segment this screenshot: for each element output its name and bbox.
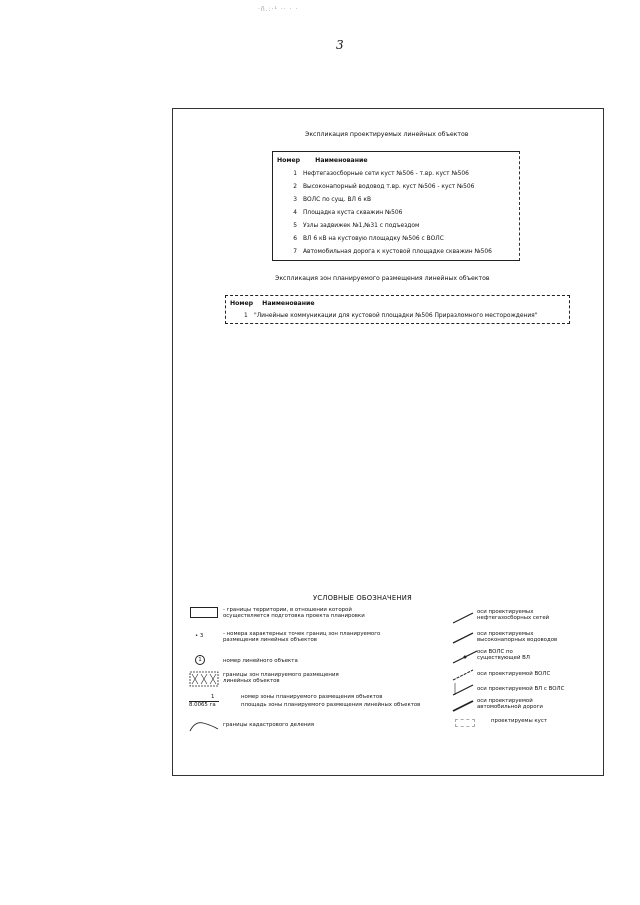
row-name: ВЛ 6 кВ на кустовую площадку №506 с ВОЛС	[303, 236, 444, 242]
row-number: 2	[293, 184, 297, 190]
row-name: ВОЛС по сущ. ВЛ 6 кВ	[303, 197, 372, 203]
table-row	[244, 313, 537, 319]
row-name: Высоконапорный водовод т.вр. куст №506 - куст №506	[303, 184, 475, 190]
legend-points: - номера характерных точек границ зон планируемого размещения линейных объектов	[223, 631, 381, 644]
table-row	[273, 249, 492, 255]
row-number: 7	[293, 249, 297, 255]
legend-well-pad: проектируемы куст	[491, 718, 547, 724]
zone-boundary-symbol	[189, 671, 219, 687]
object-number-symbol	[195, 655, 205, 665]
object-number-symbol-text: 1	[198, 657, 202, 663]
territory-boundary-symbol	[190, 607, 218, 618]
row-number: 6	[293, 236, 297, 242]
road-line-symbol	[451, 699, 475, 713]
legend-title: УСЛОВНЫЕ ОБОЗНАЧЕНИЯ	[313, 594, 412, 602]
legend-fiber-new: оси проектируемой ВОЛС	[477, 671, 551, 677]
power-line-symbol	[451, 681, 475, 697]
table-row	[273, 197, 371, 203]
legend-water-pipeline: оси проектируемых высоконапорных водоводов	[477, 631, 558, 644]
zone-number-symbol: 1	[211, 694, 215, 700]
drawing-sheet	[172, 108, 604, 776]
gas-network-line-symbol	[451, 611, 475, 625]
row-name: Узлы задвижек №1,№31 с подъездом	[303, 223, 420, 229]
table2-col-name: Наименование	[262, 300, 315, 307]
legend-road: оси проектируемой автомобильной дороги	[477, 698, 543, 711]
table1	[272, 151, 520, 261]
table-row	[273, 236, 444, 242]
legend-object-number: номер линейного объекта	[223, 658, 298, 664]
row-name: Нефтегазосборные сети куст №506 - т.вр. куст №506	[303, 171, 469, 177]
legend-zones: границы зон планируемого размещения линейных объектов	[223, 672, 339, 685]
row-name: Автомобильная дорога к кустовой площадке скважин №506	[303, 249, 492, 255]
legend-gas-network: оси проектируемых нефтегазосборных сетей	[477, 609, 550, 622]
row-number: 1	[244, 313, 248, 319]
row-number: 1	[293, 171, 297, 177]
row-number: 5	[293, 223, 297, 229]
row-name: Площадка куста скважин №506	[303, 210, 403, 216]
fiber-new-line-symbol	[451, 668, 475, 682]
fiber-existing-line-symbol	[451, 649, 479, 665]
page-number: 3	[336, 38, 344, 52]
legend-fiber-existing: оси ВОЛС по существующей ВЛ	[477, 649, 530, 662]
table2-col-number: Номер	[230, 300, 254, 307]
table2-header	[230, 300, 315, 307]
point-number-symbol: • 3	[195, 633, 204, 639]
table1-title: Экспликация проектируемых линейных объектов	[305, 131, 469, 138]
scan-artifacts: ·ñ.:·¹ ·· · ·	[258, 6, 299, 13]
table1-header	[277, 157, 368, 164]
zone-area-symbol: 8.0065 га	[189, 702, 216, 708]
table1-col-number: Номер	[277, 157, 301, 164]
row-number: 4	[293, 210, 297, 216]
cadastre-boundary-symbol	[189, 719, 219, 733]
legend-zone-number: номер зоны планируемого размещения объектов	[241, 694, 383, 700]
table-row	[273, 184, 474, 190]
well-pad-symbol	[455, 719, 475, 727]
legend-cadastre: границы кадастрового деления	[223, 722, 315, 728]
legend-power-line: оси проектируемой ВЛ с ВОЛС	[477, 686, 565, 692]
table-row	[273, 210, 402, 216]
table1-col-name: Наименование	[315, 157, 368, 164]
legend-zone-area: площадь зоны планируемого размещения линейных объектов	[241, 702, 421, 708]
table2-title: Экспликация зон планируемого размещения линейных объектов	[275, 275, 490, 282]
water-pipeline-line-symbol	[451, 631, 475, 645]
legend-territory: - границы территории, в отношении которой осуществляется подготовка проекта планировки	[223, 607, 365, 620]
zone-symbol-divider	[189, 701, 219, 702]
row-number: 3	[293, 197, 297, 203]
table-row	[273, 223, 419, 229]
table2	[225, 295, 570, 324]
row-name: "Линейные коммуникации для кустовой площадки №506 Приразломного месторождения"	[254, 313, 538, 319]
table-row	[273, 171, 469, 177]
